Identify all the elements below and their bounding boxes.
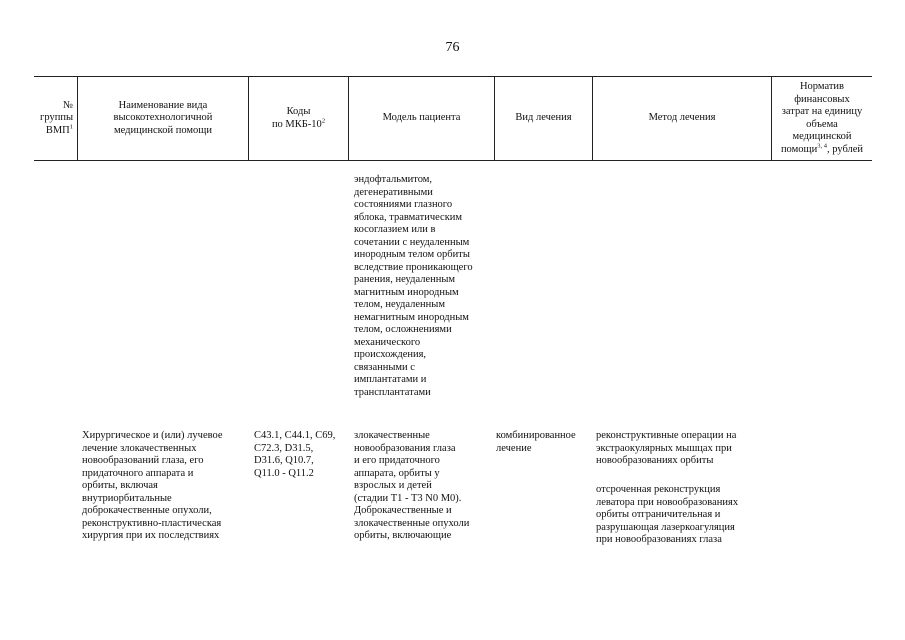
header-care-type-name: Наименование вида высокотехнологичной медицинской помощи xyxy=(113,99,213,136)
row2-treatment-type: комбинированное лечение xyxy=(496,430,576,454)
header-treatment-type: Вид лечения xyxy=(515,112,572,124)
header-cost-standard: Норматив финансовых затрат на единицу объема медицинской помощи$^{3, 4}$, рублей xyxy=(780,81,864,155)
header-treatment-method: Метод лечения xyxy=(648,112,716,124)
row2-method-delayed-reconstruction: отсроченная реконструкция леватора при новообразованиях орбиты отграничительная и разрушающая лазеркоагуляция при новообразованиях глаза xyxy=(596,484,739,545)
header-group-number: № группы ВМП$^1$ xyxy=(40,99,73,136)
page-number: 76 xyxy=(445,40,460,55)
row2-patient-model: злокачественные новообразования глаза и его придаточного аппарата, орбиты у взрослых и детей (стадии T1 - T3 N0 M0). Доброкачественные и злокачественные опухоли орбиты, включающие xyxy=(354,430,470,541)
row2-method-reconstructive: реконструктивные операции на экстраокулярных мышцах при новообразованиях орбиты xyxy=(596,430,737,466)
row2-care-type-name: Хирургическое и (или) лучевое лечение злокачественных новообразований глаза, его придаточного аппарата и орбиты, включая внутриорбитальные доброкачественные опухоли, реконструктивно-пластическая хирургия при их последствиях xyxy=(82,430,223,541)
header-patient-model: Модель пациента xyxy=(382,112,461,124)
row2-icd-codes: C43.1, C44.1, C69, C72.3, D31.5, D31.6, Q10.7, Q11.0 - Q11.2 xyxy=(254,430,336,479)
header-bottom-rule xyxy=(34,160,872,161)
row1-patient-model: эндофтальмитом, дегенеративными состояниями глазного яблока, травматическим косоглазием или в сочетании с неудаленным инородным телом орбиты вследствие проникающего ранения, неудаленным магнитным инородным телом, неудаленным немагнитным инородным телом, осложнениями механического происхождения, связанными с имплантатами и трансплантатами xyxy=(354,174,473,398)
header-icd-codes: Коды по МКБ-$10^2$ xyxy=(271,106,326,130)
